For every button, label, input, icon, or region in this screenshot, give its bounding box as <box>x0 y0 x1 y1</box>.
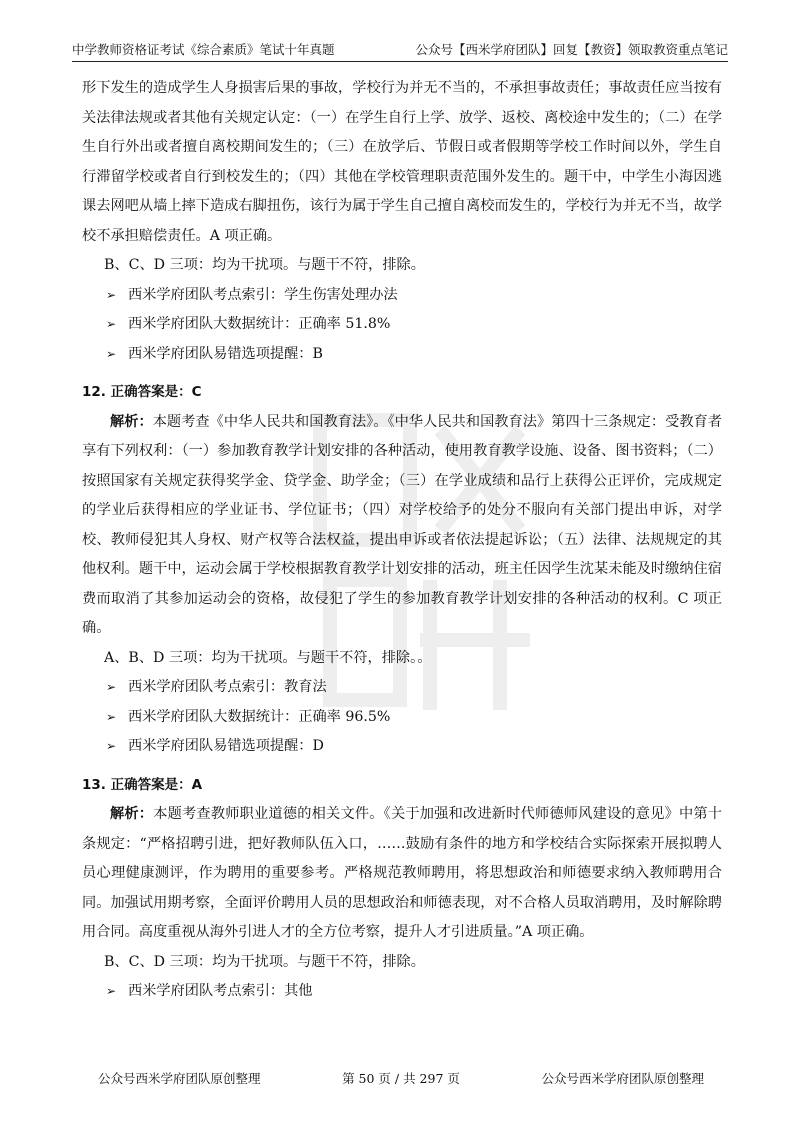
header-right-text: 公众号【西米学府团队】回复【教资】领取教资重点笔记 <box>415 42 728 57</box>
page-content <box>82 74 722 1007</box>
bullet-text: 西米学府团队考点索引：教育法 <box>128 679 327 695</box>
q12-bullet-3 <box>82 732 722 762</box>
arrow-right-icon: ➢ <box>106 317 117 331</box>
q12-bullet-1 <box>82 673 722 703</box>
q13-text: 本题考查教师职业道德的相关文件。《关于加强和改进新时代师德师风建设的意见》中第十条规定：“严格招聘引进，把好教师队伍入口，……鼓励有条件的地方和学校结合实际探索开展拟聘人员心理健康测评，作为聘用的重要参考。严格规范教师聘用，将思想政治和师德要求纳入教师聘用合同。加强试用期考察，全面评价聘用人员的思想政治和师德表现，对不合格人员取消聘用，及时解除聘用合同。高度重视从海外引进人才的全方位考察，提升人才引进质量。”A 项正确。 <box>82 806 722 940</box>
page-header <box>72 38 728 58</box>
page-number: 第 50 页 / 共 297 页 <box>342 1071 460 1086</box>
page-footer <box>98 1069 704 1087</box>
q12-paragraph <box>82 408 722 644</box>
q12-others: A、B、D 三项：均为干扰项。与题干不符，排除。。 <box>104 649 432 666</box>
q13-paragraph <box>82 800 722 948</box>
q12-title: 12. 正确答案是：C <box>82 384 202 400</box>
q13-others: B、C、D 三项：均为干扰项。与题干不符，排除。 <box>104 953 425 970</box>
q12-label: 解析： <box>110 413 153 430</box>
intro-bullet-3 <box>82 340 722 370</box>
footer-right-text: 公众号西米学府团队原创整理 <box>541 1071 704 1086</box>
arrow-right-icon: ➢ <box>106 287 117 302</box>
intro-paragraph: 形下发生的造成学生人身损害后果的事故，学校行为并无不当的，不承担事故责任；事故责任应当按有关法律法规或者其他有关规定认定：（一）在学生自行上学、放学、返校、离校途中发生的；（二）在学生自行外出或者擅自离校期间发生的；（三）在放学后、节假日或者假期等学校工作时间以外，学生自行滞留学校或者自行到校发生的；（四）其他在学校管理职责范围外发生的。题干中，中学生小海因逃课去网吧从墙上摔下造成右脚扭伤，该行为属于学生自己擅自离校而发生的，学校行为并无不当，故学校不承担赔偿责任。A 项正确。 <box>82 80 722 244</box>
q12-bullet-2 <box>82 703 722 733</box>
intro-others: B、C、D 三项：均为干扰项。与题干不符，排除。 <box>104 257 425 273</box>
arrow-right-icon: ➢ <box>106 984 117 998</box>
arrow-right-icon: ➢ <box>106 346 117 361</box>
bullet-text: 西米学府团队考点索引：其他 <box>128 983 313 999</box>
q12-text: 本题考查《中华人民共和国教育法》。《中华人民共和国教育法》第四十三条规定：受教育者享有下列权利：（一）参加教育教学计划安排的各种活动，使用教育教学设施、设备、图书资料；（二）按照国家有关规定获得奖学金、贷学金、助学金；（三）在学业成绩和品行上获得公正评价，完成规定的学业后获得相应的学业证书、学位证书；（四）对学校给予的处分不服向有关部门提出申诉，对学校、教师侵犯其人身权、财产权等合法权益，提出申诉或者依法提起诉讼；（五）法律、法规规定的其他权利。题干中，运动会属于学校根据教育教学计划安排的活动，班主任因学生沈某未能及时缴纳住宿费而取消了其参加运动会的资格，故侵犯了学生的参加教育教学计划安排的各种活动的权利。C 项正确。 <box>82 413 722 636</box>
intro-bullet-1 <box>82 281 722 311</box>
bullet-text: 西米学府团队大数据统计：正确率 51.8% <box>128 316 391 332</box>
header-left-text: 中学教师资格证考试《综合素质》笔试十年真题 <box>72 42 335 57</box>
q13-label: 解析： <box>110 806 154 822</box>
arrow-right-icon: ➢ <box>106 680 117 694</box>
bullet-text: 西米学府团队易错选项提醒：B <box>128 345 323 362</box>
bullet-text: 西米学府团队考点索引：学生伤害处理办法 <box>128 286 398 303</box>
intro-bullet-2 <box>82 310 722 340</box>
footer-left-text: 公众号西米学府团队原创整理 <box>98 1071 261 1086</box>
q13-title: 13. 正确答案是：A <box>82 776 203 793</box>
arrow-right-icon: ➢ <box>106 709 117 724</box>
arrow-right-icon: ➢ <box>106 739 117 753</box>
bullet-text: 西米学府团队大数据统计：正确率 96.5% <box>128 708 391 725</box>
header-divider <box>72 61 728 62</box>
q13-bullet-1 <box>82 977 722 1007</box>
bullet-text: 西米学府团队易错选项提醒：D <box>128 738 324 754</box>
